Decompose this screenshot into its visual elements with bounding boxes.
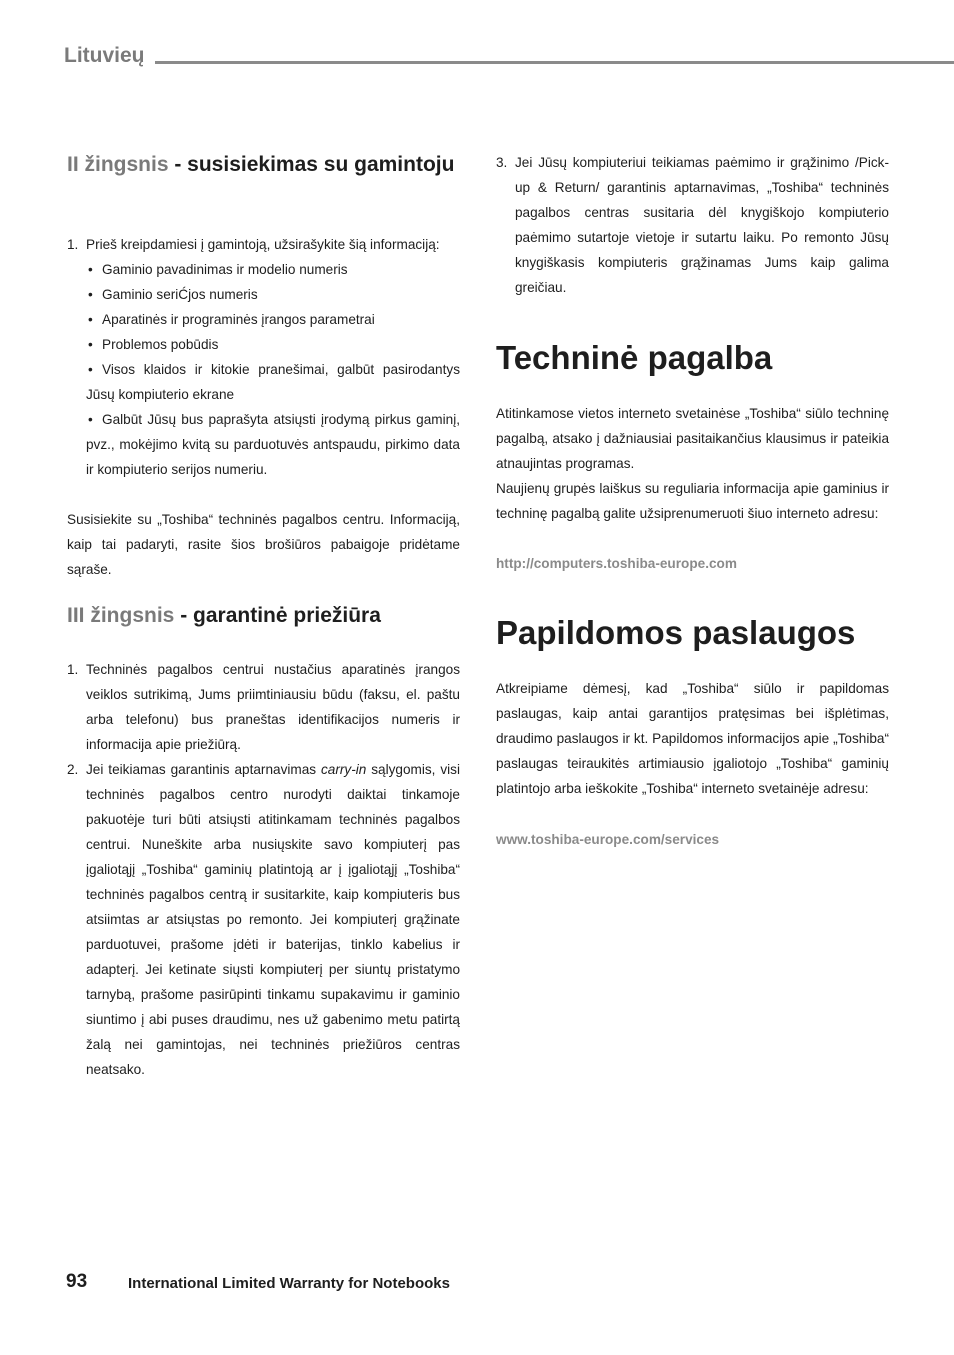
bullet-item [86,357,460,407]
list-item-text: Jei Jūsų kompiuteriui teikiamas paėmimo ir grąžinimo /Pick-up & Return/ garantinis aptarnavimas, „Toshiba“ techninės pagalbos centras susitaria dėl knygiškojo kompiuterio paėmimo sutartoje vietoje ir sutartu laiku. Po remonto Jūsų knygiškasis kompiuteris grąžinamas Jums kaip galima greičiau. [515,155,889,295]
list-item-italic: carry-in [321,762,367,777]
bullet-item [86,407,460,482]
step3-heading-title: - garantinė priežiūra [174,604,381,627]
bullet-icon: • [88,262,93,277]
tech-support-heading: Techninė pagalba [496,339,773,376]
bullet-text: Problemos pobūdis [102,337,219,352]
bullet-item [86,282,460,307]
tech-support-link[interactable]: http://computers.toshiba-europe.com [496,556,737,571]
page-number: 93 [66,1271,88,1292]
list-item [496,150,889,300]
bullet-item [86,257,460,282]
tech-support-paragraph-2: Naujienų grupės laiškus su reguliaria informacija apie gaminius ir techninę pagalbą galite užsiprenumeruoti šiuo interneto adresu: [496,481,889,521]
step2-heading-title: - susisiekimas su gamintoju [168,153,455,176]
list-item-number: 1. [67,662,79,677]
list-item-number: 2. [67,762,79,777]
list-item-text-before: Jei teikiamas garantinis aptarnavimas [86,762,321,777]
header-divider [155,61,954,64]
list-item [67,657,460,757]
bullet-icon: • [88,312,93,327]
extra-services-link[interactable]: www.toshiba-europe.com/services [496,832,720,847]
extra-services-heading: Papildomos paslaugos [496,614,856,651]
tech-support-paragraph-1: Atitinkamose vietos interneto svetainėse „Toshiba“ siūlo techninę pagalbą, atsako į dažniausiai pasitaikančius klausimus ir pateikia atnaujintas programas. [496,406,889,471]
list-item [67,757,460,1082]
bullet-text: Gaminio pavadinimas ir modelio numeris [102,262,348,277]
bullet-icon: • [88,362,93,377]
list-item-number: 3. [496,155,508,170]
bullet-text: Aparatinės ir programinės įrangos parametrai [102,312,375,327]
bullet-item [86,307,460,332]
step3-heading [67,603,460,629]
header-language-label: Lituvieų [64,44,145,67]
step3-list [67,657,460,1082]
step2-heading [67,152,460,178]
list-item-text: Techninės pagalbos centrui nustačius aparatinės įrangos veiklos sutrikimą, Jums priimtiniausiu būdu (faksu, el. paštu arba telefonu) bus praneštas identifikacijos numeris ir informacija apie priežiūrą. [86,662,460,752]
step2-heading-prefix: II žingsnis [67,153,169,176]
list-item [67,232,460,482]
footer-title: International Limited Warranty for Notebooks [128,1275,450,1292]
bullet-text: Galbūt Jūsų bus paprašyta atsiųsti įrodymą pirkus gaminį, pvz., mokėjimo kvitą su parduotuvės antspaudu, pirkimo data ir kompiuterio serijos numeriu. [86,412,460,477]
bullet-item [86,332,460,357]
bullet-icon: • [88,287,93,302]
bullet-icon: • [88,337,93,352]
bullet-text: Visos klaidos ir kitokie pranešimai, galbūt pasirodantys Jūsų kompiuterio ekrane [86,362,460,402]
list-item-number: 1. [67,237,79,252]
bullet-text: Gaminio seriĆjos numeris [102,287,258,302]
list-item-text: Prieš kreipdamiesi į gamintoją, užsirašykite šią informaciją: [86,237,440,252]
info-bullet-list [86,257,460,482]
pickup-list [496,150,889,300]
list-item-text-after: sąlygomis, visi techninės pagalbos centro nurodyti daiktai tinkamoje pakuotėje turi būti atsiųsti atitinkamam techninės pagalbos centrui. Nuneškite arba nusiųskite savo kompiuterį pas įgaliotąjį „Toshiba“ gaminių platintoją ar į įgaliotąjį „Toshiba“ techninės pagalbos centrą ir susitarkite, kaip kompiuteris bus atsiimtas ar atsiųstas po remonto. Jei kompiuterį grąžinate parduotuvei, prašome įdėti ir baterijas, tinklo kabelius ir adapterį. Jei ketinate siųsti kompiuterį per siuntų pristatymo tarnybą, prašome pasirūpinti tinkamu supakavimu ir gaminio siuntimo į abi puses draudimu, nes už gabenimo metu patirtą žalą nei gamintojas, nei techninės priežiūros centras neatsako. [86,762,460,1077]
step3-heading-prefix: III žingsnis [67,604,175,627]
step2-list [67,232,460,482]
extra-services-paragraph: Atkreipiame dėmesį, kad „Toshiba“ siūlo ir papildomas paslaugas, kaip antai garantijos pratęsimas bei išplėtimas, draudimo paslaugos ir kt. Papildomos informacijos apie „Toshiba“ paslaugas teiraukitės artimiausio įgaliotojo „Toshiba“ gaminių platintojo arba ieškokite „Toshiba“ interneto svetainėje adresu: [496,681,889,796]
bullet-icon: • [88,412,93,427]
contact-paragraph: Susisiekite su „Toshiba“ techninės pagalbos centru. Informaciją, kaip tai padaryti, rasite šios brošiūros pabaigoje pridėtame sąraše. [67,512,460,577]
